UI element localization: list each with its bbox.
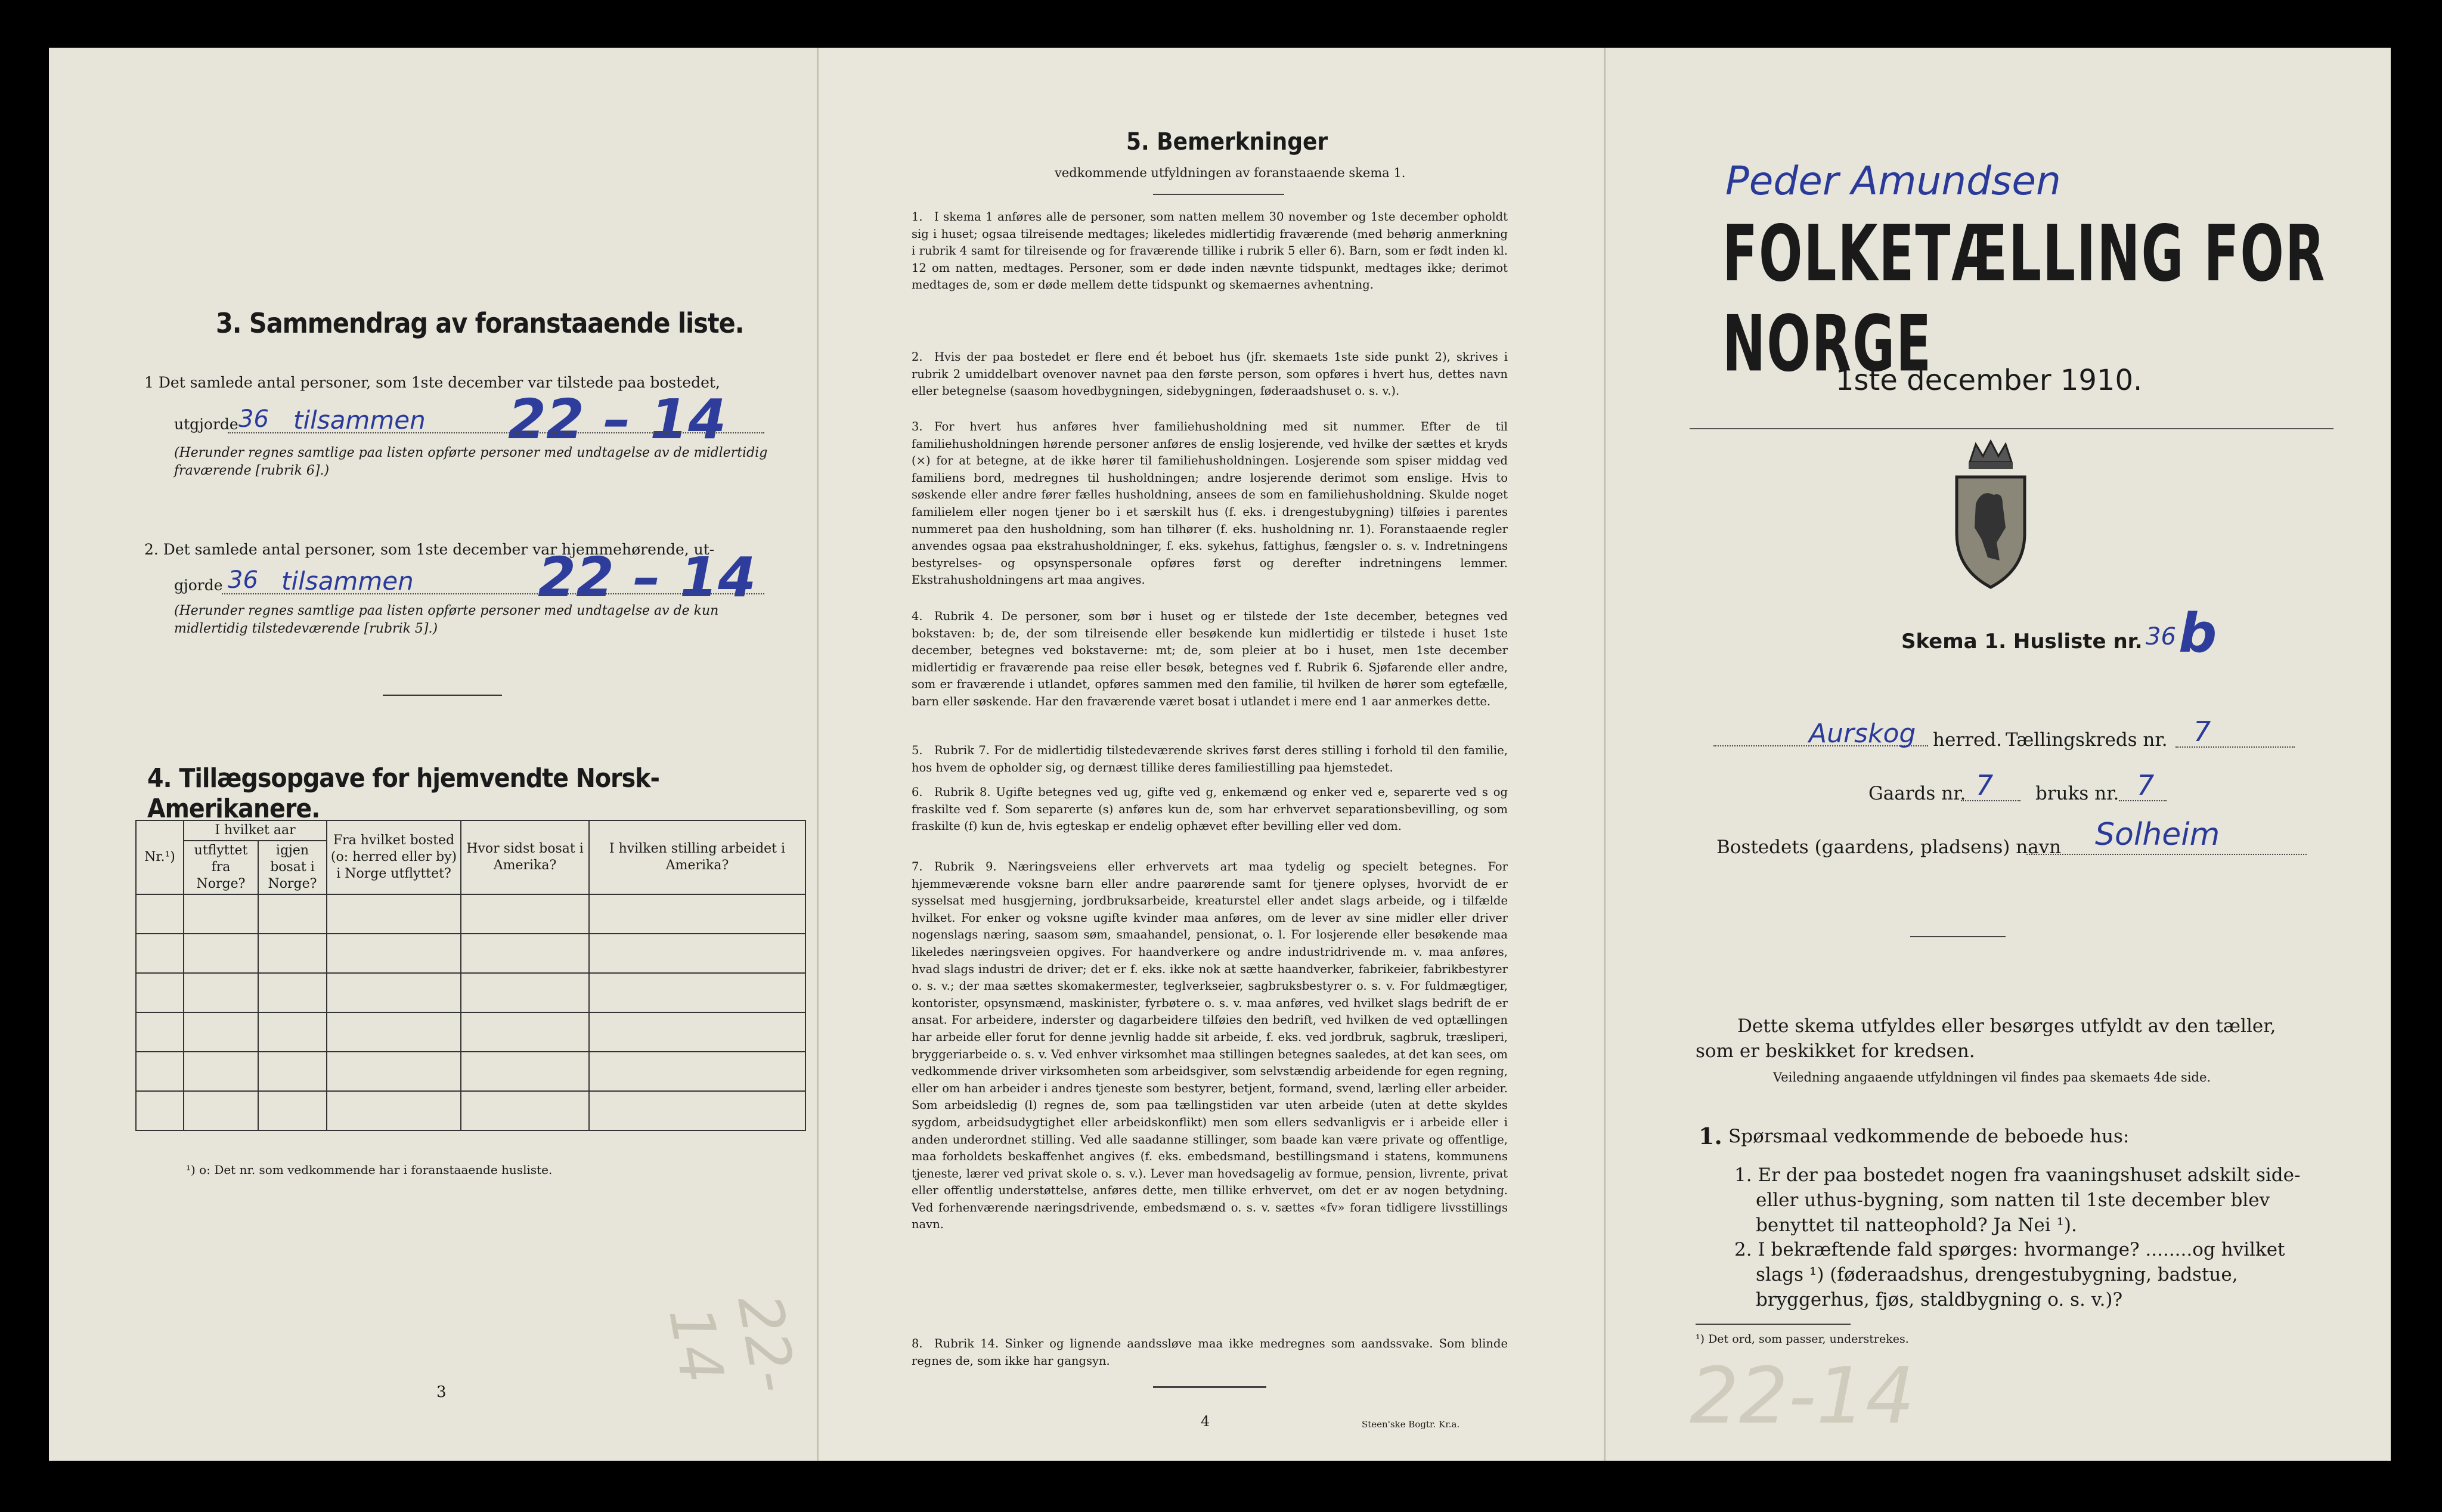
printer-mark: Steen'ske Bogtr. Kr.a.: [1362, 1419, 1460, 1430]
schema-hw-num: 36: [2146, 623, 2176, 650]
question-1-2: 2. I bekræftende fald spørges: hvormange? ........og hvilket slags ¹) (føderaadshus, drengestubygning, badstue, bryggerhus, fjøs, staldbygning o. s. v.)?: [1734, 1239, 2285, 1310]
guidance-text: Veiledning angaaende utfyldningen vil findes paa skemaets 4de side.: [1773, 1070, 2211, 1085]
divider: [1696, 1324, 1851, 1325]
col-emigrated: utflyttet fra Norge?: [184, 841, 258, 894]
remark-2: 2. Hvis der paa bostedet er flere end ét beboet hus (jfr. skemaets 1ste side punkt 2), skrives i rubrik 2 umiddelbart ovenover navnet paa den første person, som opføres i hvert hus, dettes navn eller betegnelse (saasom hovedbygningen, sidebygningen, føderaadshuset o. s. v.).: [912, 350, 1508, 398]
faded-pencil-mark: 22-14: [655, 1289, 810, 1398]
table-row: [136, 973, 805, 1012]
page-number: 4: [1201, 1413, 1210, 1430]
bosted-hw: Solheim: [2095, 817, 2220, 853]
census-date: 1ste december 1910.: [1836, 364, 2143, 397]
summary-item-1-hw-total: 22 – 14: [508, 388, 727, 451]
summary-item-2-prefix: gjorde: [174, 577, 223, 594]
table-row: [136, 934, 805, 973]
bruks-hw: 7: [2137, 769, 2155, 801]
table-row: [136, 1012, 805, 1052]
middle-page: [819, 48, 1606, 1461]
question-1-title: Spørsmaal vedkommende de beboede hus:: [1728, 1126, 2130, 1147]
question-1-num: 1.: [1699, 1123, 1722, 1150]
schema-hw-mark: b: [2178, 602, 2217, 665]
divider: [1153, 194, 1284, 195]
page-number: 3: [436, 1383, 447, 1401]
remark-4: 4. Rubrik 4. De personer, som bør i huset og er tilstede der 1ste december, betegnes ved bokstaven: b; de, der som tilreisende eller besøkende kun midlertidig er tilstede i huset 1ste december, betegnes ved bokstaverne: mt; de, som pleier at bo i huset, men 1ste december midlertidig er fraværende paa reise eller besøk, betegnes ved f. Rubrik 6. Sjøfarende eller andre, som er fraværende i utlandet, opføres sammen med den familie, til hvilken de hører som egtefælle, barn eller søskende. Har den fraværende været bosat i utlandet i mere end 1 aar anmerkes dette.: [912, 609, 1508, 708]
remark-7: 7. Rubrik 9. Næringsveiens eller erhvervets art maa tydelig og specielt betegnes. For hjemmeværende voksne barn eller andre paarørende samt for tjenere oplyses, hvorvidt de er sysselsat med husgjerning, jordbruksarbeide, kreaturstel eller andet slags arbeide, og i tilfælde hvilket. For enker og voksne ugifte kvinder maa anføres, om de lever av sine midler eller driver nogenslags næring, saasom søm, smaahandel, pensionat, o. l. For losjerende eller besøkende maa likeledes næringsveien opgives. For haandverkere og andre industridrivende m. v. maa anføres, hvad slags industri de driver; det er f. eks. ikke nok at sætte haandverker, fabrikeier, fabrikbestyrer o. s. v.; der maa sættes skomakermester, teglverkseier, sagbruksbestyrer o. s. v. For fuldmægtiger, kontorister, opsynsmænd, maskinister, fyrbøtere o. s. v. maa anføres, ved hvilket slags bedrift de er ansat. For arbeidere, inderster og dagarbeidere tilføies den bedrift, ved hvilken de ved optællingen har arbeide eller forut for denne jevnlig hadde sit arbeide, f. eks. ved jordbruk, sagbruk, træsliperi, bryggeriarbeide o. s. v. Ved enhver virksomhet maa stillingen betegnes saaledes, at det kan sees, om vedkommende driver virksomheten som arbeidsgiver, som selvstændig arbeidende for egen regning, eller om han arbeider i andres tjeneste som bestyrer, betjent, formand, svend, lærling eller arbeider. Som arbeidsledig (l) regnes de, som paa tællingstiden var uten arbeide (uten at dette skyldes sygdom, arbeidsudygtighet eller arbeidskonflikt) men som ellers sedvanligvis er i arbeide eller i anden underordnet stilling. Ved alle saadanne stillinger, som baade kan være private og offentlige, maa forholdets beskaffenhet angives (f. eks. embedsmand, bestillingsmand i statens, kommunens tjeneste, lærer ved privat skole o. s. v.). Lever man hovedsagelig av formue, pension, livrente, privat eller offentlig understøttelse, anføres dette, men tillike erhvervet, om det er av nogen betydning. Ved forhenværende næringsdrivende, embedsmænd o. s. v. sættes «fv» foran tidligere livsstillings navn.: [912, 860, 1508, 1232]
question-1-1: 1. Er der paa bostedet nogen fra vaaningshuset adskilt side- eller uthus-bygning, som natten til 1ste december blev benyttet til natteophold? Ja Nei ¹).: [1734, 1164, 2301, 1236]
table-row: [136, 1091, 805, 1130]
summary-item-1-hw-word: tilsammen: [293, 405, 426, 435]
summary-item-2-hw-num: 36: [228, 566, 258, 594]
summary-item-1-note: (Herunder regnes samtlige paa listen opførte personer med undtagelse av de midlertidig fraværende [rubrik 6].): [174, 445, 768, 478]
section4-title: 4. Tillægsopgave for hjemvendte Norsk-Amerikanere.: [147, 763, 659, 824]
left-page: [49, 48, 819, 1461]
hw-person-name: Peder Amundsen: [1725, 158, 2061, 204]
schema-label: Skema 1. Husliste nr.: [1901, 630, 2143, 653]
norsk-amerikanere-table: [135, 820, 806, 1131]
remark-1: 1. I skema 1 anføres alle de personer, som natten mellem 30 november og 1ste december opholdt sig i huset; ogsaa tilreisende medtages; likeledes midlertidig fraværende (med behørig anmerkning i rubrik 4 samt for tilreisende og for fraværende tillike i rubrik 5 eller 6). Barn, som er født inden kl. 12 om natten, medtages. Personer, som er døde inden nævnte tidspunkt, medtages ikke; derimot medtages de, som er døde mellem dette tidspunkt og skemaernes avhentning.: [912, 210, 1508, 292]
divider: [1153, 1386, 1266, 1388]
kreds-hw: 7: [2193, 715, 2211, 748]
summary-item-2-hw-total: 22 – 14: [538, 546, 757, 609]
bosted-label: Bostedets (gaardens, pladsens) navn: [1716, 836, 2062, 858]
remark-6: 6. Rubrik 8. Ugifte betegnes ved ug, gifte ved g, enkemænd og enker ved e, separerte ved s og fraskilte ved f. Som separerte (s) anføres kun de, som har erhvervet separationsbevilling, og som fraskilte (f) kun de, hvis egteskap er endelig ophævet efter bevilling eller ved dom.: [912, 785, 1508, 834]
summary-item-2-hw-word: tilsammen: [281, 566, 414, 596]
col-nr: Nr.¹): [136, 820, 184, 894]
summary-item-1-text: 1 Det samlede antal personer, som 1ste december var tilstede paa bostedet,: [144, 374, 720, 391]
gaards-hw: 7: [1976, 769, 1994, 801]
divider: [383, 695, 502, 696]
table-row: [136, 1052, 805, 1091]
col-from-where: Fra hvilket bosted (o: herred eller by) i Norge utflyttet?: [327, 820, 461, 894]
divider: [1910, 936, 2006, 937]
remark-3: 3. For hvert hus anføres hver familiehusholdning med sit nummer. Efter de til familiehusholdningen hørende personer anføres de enslig losjerende, ved hvilke der sættes et kryds (×) for at betegne, at de ikke hører til familiehusholdningen. Losjerende som spiser middag ved familiens bord, medregnes til husholdningen; andre losjerende derimot som enslige. Hvis to søskende eller andre fører fælles husholdning, ansees de som en familiehusholdning. Skulde noget familielem eller nogen tjener bo i et særskilt hus (f. eks. i drengestubygning) tilføies i parentes nummeret paa den husholdning, som han tilhører (f. eks. husholdning nr. 1). Foranstaaende regler anvendes ogsaa paa ekstrahusholdninger, f. eks. sykehus, fattighus, fængsler o. s. v. Indretningens bestyrelses- og opsynspersonale opføres først og derefter indretningens lemmer. Ekstrahusholdningens art maa angives.: [912, 420, 1508, 587]
bruks-label: bruks nr.: [2035, 783, 2119, 804]
col-last-residence: Hvor sidst bosat i Amerika?: [461, 820, 589, 894]
divider: [1690, 428, 2333, 429]
remark-8: 8. Rubrik 14. Sinker og lignende aandssløve maa ikke medregnes som aandssvake. Som blinde regnes de, som ikke har gangsyn.: [912, 1337, 1508, 1368]
remarks-subtitle: vedkommende utfyldningen av foranstaaende skema 1.: [1055, 166, 1406, 180]
summary-item-2-note: (Herunder regnes samtlige paa listen opførte personer med undtagelse av de kun midlertidig tilstedeværende [rubrik 5].): [174, 603, 719, 636]
table-row: [136, 894, 805, 934]
col-returned: igjen bosat i Norge?: [258, 841, 327, 894]
kreds-label: Tællingskreds nr.: [2006, 729, 2168, 751]
col-group-year: I hvilket aar: [184, 820, 327, 841]
faded-pencil-mark: 22-14: [1690, 1350, 1915, 1441]
remarks-title: 5. Bemerkninger: [1126, 128, 1328, 156]
summary-item-1-prefix: utgjorde: [174, 416, 238, 433]
coat-of-arms-icon: [1946, 438, 2035, 596]
herred-hw: Aurskog: [1809, 718, 1916, 749]
instruction-text: Dette skema utfyldes eller besørges utfyldt av den tæller, som er beskikket for kredsen.: [1696, 1015, 2276, 1062]
summary-item-2-text: 2. Det samlede antal personer, som 1ste december var hjemmehørende, ut-: [144, 541, 715, 558]
right-page: [1606, 48, 2391, 1461]
gaards-label: Gaards nr.: [1868, 783, 1966, 804]
section3-title: 3. Sammendrag av foranstaaende liste.: [216, 307, 744, 339]
page-title: FOLKETÆLLING FOR NORGE: [1722, 209, 2326, 389]
remark-5: 5. Rubrik 7. For de midlertidig tilstedeværende skrives først deres stilling i forhold til den familie, hos hvem de opholder sig, og dernæst tillike deres familiestilling paa hjemstedet.: [912, 743, 1508, 774]
section4-footnote: ¹) o: Det nr. som vedkommende har i foranstaaende husliste.: [186, 1163, 553, 1177]
right-footnote: ¹) Det ord, som passer, understrekes.: [1696, 1333, 1909, 1346]
col-occupation: I hvilken stilling arbeidet i Amerika?: [589, 820, 805, 894]
summary-item-1-hw-num: 36: [238, 405, 269, 433]
herred-label: herred.: [1933, 729, 2002, 751]
